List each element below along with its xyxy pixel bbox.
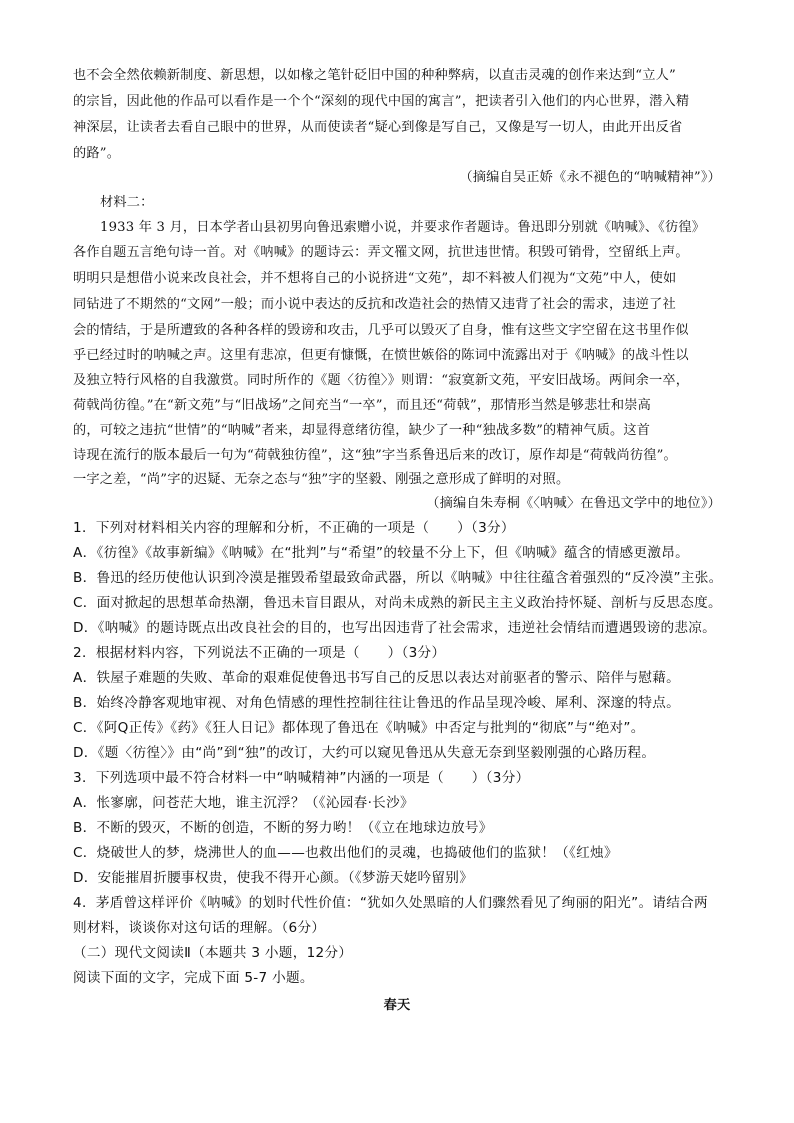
question-1-option-b: B．鲁迅的经历使他认识到冷漠是摧毁希望最致命武器，所以《呐喊》中往往蕴含着强烈的“反冷漠”主张。 xyxy=(73,570,723,586)
question-2-option-a: A．铁屋子难题的失败、革命的艰难促使鲁迅书写自己的反思以表达对前驱者的警示、陪伴与慰藉。 xyxy=(73,670,681,686)
question-1-stem: 1．下列对材料相关内容的理解和分析，不正确的一项是（ ）（3分） xyxy=(73,520,515,536)
material2-line-1: 1933 年 3 月，日本学者山县初男向鲁迅索赠小说，并要求作者题诗。鲁迅即分别就《呐喊》、《彷徨》 xyxy=(100,220,706,235)
material2-line-9: 的，可较之违抗“世情”的“呐喊”者来，却显得意绪彷徨，缺少了一种“独战多数”的精神气质。这首 xyxy=(73,423,651,438)
question-2-stem: 2．根据材料内容，下列说法不正确的一项是（ ）（3分） xyxy=(73,645,446,661)
material2-line-2: 各作自题五言绝句诗一首。对《呐喊》的题诗云：弄文罹文网，抗世违世情。积毁可销骨，空留纸上声。 xyxy=(73,245,689,260)
section-heading: （二）现代文阅读Ⅱ（本题共 3 小题，12分） xyxy=(73,945,353,961)
question-4-stem-line-1: 4．茅盾曾这样评价《呐喊》的划时代性价值：“犹如久处黑暗的人们骤然看见了绚丽的阳光”。请结合两 xyxy=(73,895,708,911)
material2-line-8: 荷戟尚彷徨。”在“新文苑”与“旧战场”之间充当“一卒”，而且还“荷戟”，那情形当然是够悲壮和崇高 xyxy=(73,398,651,413)
material2-line-7: 及独立特行风格的自我激赏。同时所作的《题〈彷徨〉》则谓：“寂寞新文苑，平安旧战场。两间余一卒， xyxy=(73,373,690,388)
question-3-option-d: D．安能摧眉折腰事权贵，使我不得开心颜。（《梦游天姥吟留别》 xyxy=(73,870,474,886)
material2-line-4: 同钻进了不期然的“文网”一般；而小说中表达的反抗和改造社会的热情又违背了社会的需求，违逆了社 xyxy=(73,297,676,312)
material1-line-2: 的宗旨，因此他的作品可以看作是一个个“深刻的现代中国的寓言”，把读者引入他们的内心世界，潜入精 xyxy=(73,94,690,109)
question-1-option-c: C．面对掀起的思想革命热潮，鲁迅未盲目跟从，对尚未成熟的新民主主义政治持怀疑、剖析与反思态度。 xyxy=(73,595,722,611)
material1-line-3: 神深层，让读者去看自己眼中的世界，从而使读者“疑心到像是写自己，又像是写一切人，由此开出反省 xyxy=(73,120,683,135)
material2-label: 材料二： xyxy=(100,195,154,210)
material2-line-5: 会的情结，于是所遭致的各种各样的毁谤和攻击，几乎可以毁灭了自身，惟有这些文字空留在这书里作似 xyxy=(73,323,689,338)
question-2-option-b: B．始终冷静客观地审视、对角色情感的理性控制往往让鲁迅的作品呈现冷峻、犀利、深邃的特点。 xyxy=(73,695,681,711)
question-1-option-a: A．《彷徨》《故事新编》《呐喊》在“批判”与“希望”的较量不分上下，但《呐喊》蕴含的情感更激昂。 xyxy=(73,545,689,561)
next-passage-title: 春天 xyxy=(383,998,411,1013)
material1-line-1: 也不会全然依赖新制度、新思想，以如椽之笔针砭旧中国的种种弊病，以直击灵魂的创作来达到“立人” xyxy=(73,68,676,83)
material2-line-3: 明明只是想借小说来改良社会，并不想将自己的小说挤进“文苑”，却不料被人们视为“文苑”中人，使如 xyxy=(73,271,677,286)
material2-line-6: 乎已经过时的呐喊之声。这里有悲凉，但更有慷慨，在愤世嫉俗的陈词中流露出对于《呐喊》的战斗性以 xyxy=(73,348,689,363)
question-2-option-c: C．《阿Q正传》《药》《狂人日记》都体现了鲁迅在《呐喊》中否定与批判的“彻底”与“绝对”。 xyxy=(73,720,645,736)
material1-line-4: 的路”。 xyxy=(73,146,121,161)
material2-line-11: 一字之差，“尚”字的迟疑、无奈之态与“独”字的坚毅、刚强之意形成了鲜明的对照。 xyxy=(73,472,570,487)
material1-source: （摘编自吴正娇《永不褪色的“呐喊精神”》） xyxy=(459,170,721,185)
question-3-option-a: A．怅寥廓，问苍茫大地，谁主沉浮？（《沁园春·长沙》 xyxy=(73,795,414,811)
question-3-stem: 3．下列选项中最不符合材料一中“呐喊精神”内涵的一项是（ ）（3分） xyxy=(73,770,530,786)
question-4-stem-line-2: 则材料，谈谈你对这句话的理解。（6分） xyxy=(73,920,326,936)
reading-instruction: 阅读下面的文字，完成下面 5-7 小题。 xyxy=(73,970,314,986)
question-3-option-c: C．烧破世人的梦，烧沸世人的血——也救出他们的灵魂，也捣破他们的监狱！（《红烛》 xyxy=(73,845,618,861)
material2-line-10: 诗现在流行的版本最后一句为“荷戟独彷徨”，这“独”字当系鲁迅后来的改订，原作却是“荷戟尚彷徨”。 xyxy=(73,448,677,463)
question-1-option-d: D．《呐喊》的题诗既点出改良社会的目的，也写出因违背了社会需求，违逆社会情结而遭遇毁谤的悲凉。 xyxy=(73,620,717,636)
question-2-option-d: D．《题〈彷徨〉》由“尚”到“独”的改订，大约可以窥见鲁迅从失意无奈到坚毅刚强的心路历程。 xyxy=(73,745,656,761)
question-3-option-b: B．不断的毁灭，不断的创造，不断的努力哟！（《立在地球边放号》 xyxy=(73,820,493,836)
material2-source: （摘编自朱寿桐《〈呐喊〉在鲁迅文学中的地位》） xyxy=(426,496,721,511)
